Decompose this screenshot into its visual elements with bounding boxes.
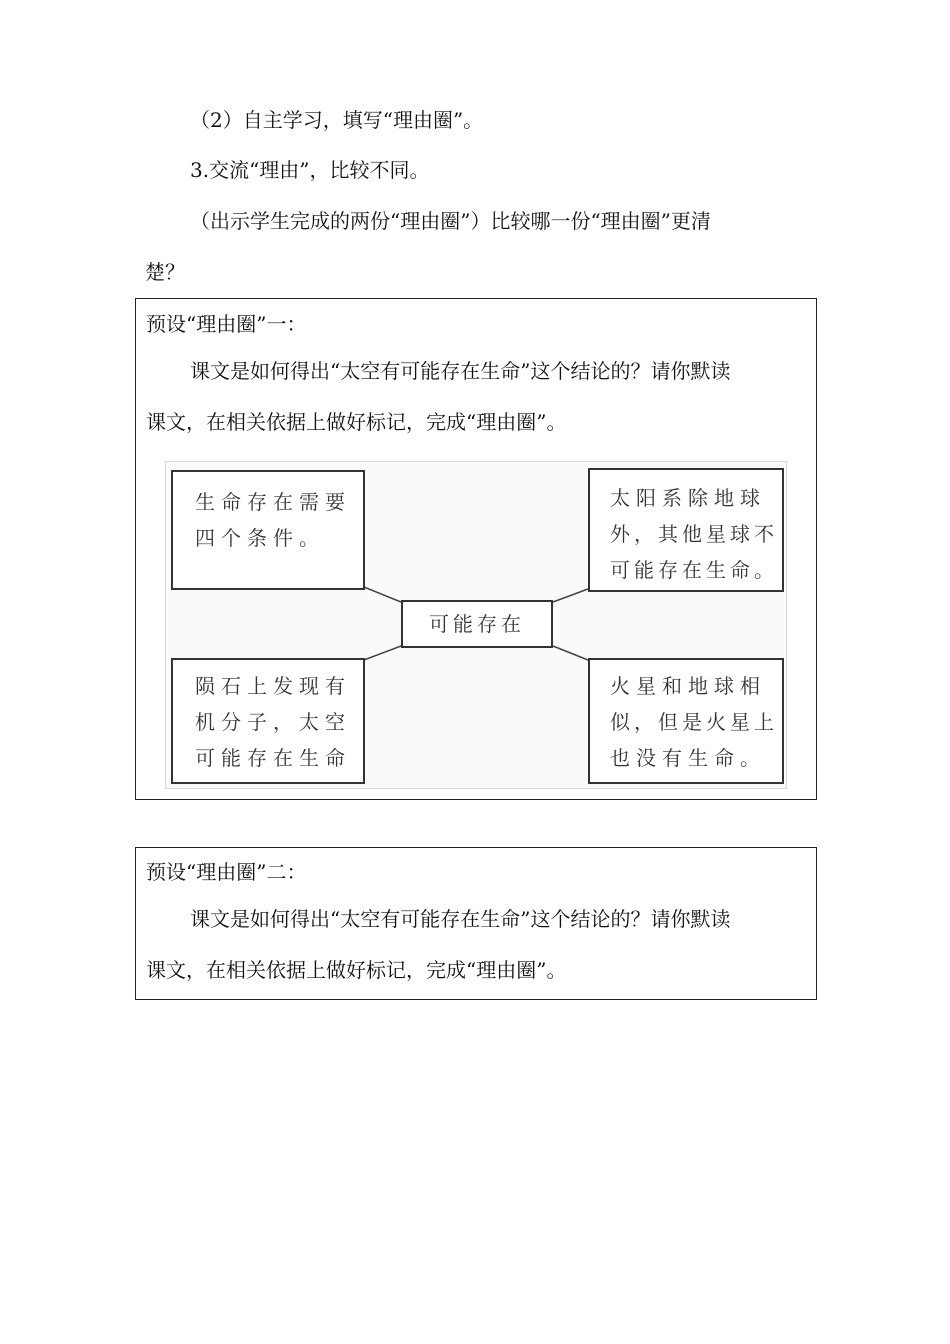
preset-2-box [135,847,817,1000]
reason-bottom-right-line2: 似，但是火星上 [610,710,778,734]
reason-top-right-line3: 可能存在生命。 [610,558,778,582]
reason-bottom-left-line2: 机分子，太空 [195,710,351,734]
connector-bottom-right [553,646,588,660]
preset-2-line1: 课文是如何得出“太空有可能存在生命”这个结论的？请你默读 [190,907,731,931]
reason-top-right-line2: 外，其他星球不 [610,522,778,546]
connector-top-right [553,589,588,602]
reason-bottom-right-line3: 也没有生命。 [610,746,766,770]
preset-1-title: 预设“理由圈”一： [146,312,307,336]
reason-box-top-left [171,470,365,590]
preset-2-title: 预设“理由圈”二： [146,860,307,884]
reason-circle-diagram [165,461,787,789]
paragraph-step-3: 3.交流“理由”，比较不同。 [190,158,430,182]
center-conclusion-box: 可能存在 [401,600,553,648]
reason-box-bottom-left [171,658,365,784]
reason-bottom-left-line3: 可能存在生命 [195,746,351,770]
connector-bottom-left [364,646,401,660]
reason-box-bottom-right [588,658,784,784]
reason-bottom-left-line1: 陨石上发现有 [195,674,351,698]
reason-bottom-right-line1: 火星和地球相 [610,674,766,698]
paragraph-compare-line1: （出示学生完成的两份“理由圈”）比较哪一份“理由圈”更清 [190,209,711,233]
reason-top-left-line2: 四个条件。 [195,526,325,550]
reason-top-right-line1: 太阳系除地球 [610,486,766,510]
connector-top-left [364,587,401,602]
preset-1-line2: 课文，在相关依据上做好标记，完成“理由圈”。 [146,410,567,434]
preset-2-line2: 课文，在相关依据上做好标记，完成“理由圈”。 [146,958,567,982]
reason-top-left-line1: 生命存在需要 [195,490,351,514]
reason-box-top-right [588,468,784,592]
paragraph-step-2: （2）自主学习，填写“理由圈”。 [190,108,484,132]
paragraph-compare-line2: 楚？ [145,260,185,284]
preset-1-line1: 课文是如何得出“太空有可能存在生命”这个结论的？请你默读 [190,359,731,383]
